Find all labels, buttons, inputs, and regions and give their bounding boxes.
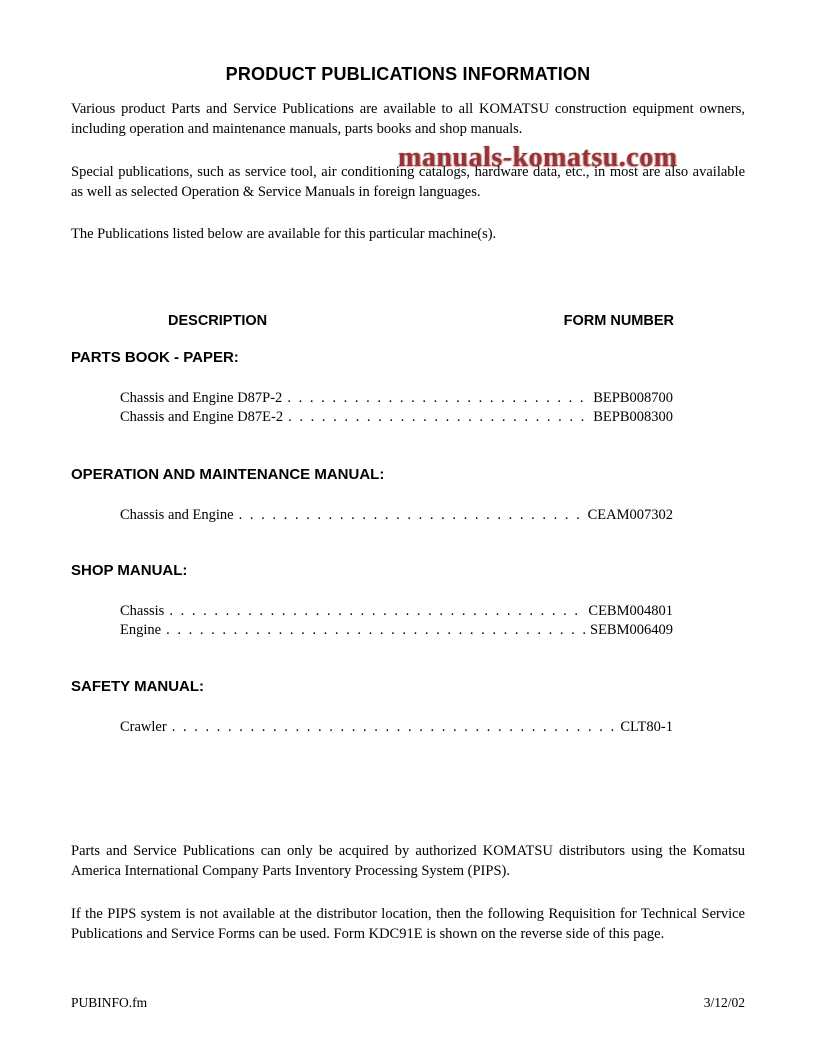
footer-date: 3/12/02: [703, 995, 745, 1010]
section-rows: [120, 506, 673, 525]
section-heading-operation-manual: OPERATION AND MAINTENANCE MANUAL:: [71, 466, 385, 483]
closing-paragraph-1: Parts and Service Publications can only be acquired by authorized KOMATSU distributors using the Komatsu America International Company Parts Inventory Processing System (PIPS).: [71, 843, 745, 879]
publication-row: [120, 408, 673, 427]
document-content: [71, 64, 745, 944]
row-form-number: CEBM004801: [588, 603, 673, 619]
column-header-description: DESCRIPTION: [168, 313, 268, 329]
row-form-number: BEPB008700: [593, 390, 673, 406]
dot-leader: [169, 602, 583, 621]
section-heading-shop-manual: SHOP MANUAL:: [71, 562, 188, 579]
publication-row: [120, 506, 673, 525]
intro-paragraph-2: Special publications, such as service tool, air conditioning catalogs, hardware data, etc., in most are also available as well as selected Operation & Service Manuals in foreign languages.: [71, 164, 745, 200]
row-description: Chassis: [120, 603, 165, 619]
dot-leader: [288, 408, 588, 427]
intro-paragraph-3: The Publications listed below are available for this particular machine(s).: [71, 226, 497, 242]
publication-row: [120, 389, 673, 408]
publication-row: [120, 621, 673, 640]
page-title: PRODUCT PUBLICATIONS INFORMATION: [225, 64, 591, 84]
section-rows: [120, 602, 673, 640]
intro-paragraph-1: Various product Parts and Service Publications are available to all KOMATSU construction equipment owners, including operation and maintenance manuals, parts books and shop manuals.: [71, 101, 745, 137]
row-description: Chassis and Engine: [120, 507, 234, 523]
row-description: Chassis and Engine D87P-2: [120, 390, 283, 406]
table-column-headers: [71, 314, 745, 329]
watermark: manuals-komatsu.com: [398, 142, 678, 173]
row-form-number: SEBM006409: [590, 622, 673, 638]
section-rows: [120, 389, 673, 427]
publication-row: [120, 602, 673, 621]
page-footer: [71, 995, 745, 1011]
row-description: Engine: [120, 622, 162, 638]
publication-row: [120, 718, 673, 737]
section-heading-safety-manual: SAFETY MANUAL:: [71, 678, 205, 695]
row-form-number: CEAM007302: [587, 507, 673, 523]
dot-leader: [239, 506, 583, 525]
row-form-number: CLT80-1: [620, 719, 673, 735]
dot-leader: [172, 718, 616, 737]
row-description: Crawler: [120, 719, 167, 735]
section-heading-parts-book: PARTS BOOK - PAPER:: [71, 349, 239, 366]
row-description: Chassis and Engine D87E-2: [120, 409, 284, 425]
row-form-number: BEPB008300: [593, 409, 673, 425]
dot-leader: [287, 389, 588, 408]
dot-leader: [166, 621, 585, 640]
section-rows: [120, 718, 673, 737]
closing-paragraph-2: If the PIPS system is not available at the distributor location, then the following Requisition for Technical Service Publications and Service Forms can be used. Form KDC91E is shown on the reverse side of this page.: [71, 906, 745, 942]
column-header-form-number: FORM NUMBER: [563, 313, 674, 329]
footer-filename: PUBINFO.fm: [71, 995, 148, 1010]
